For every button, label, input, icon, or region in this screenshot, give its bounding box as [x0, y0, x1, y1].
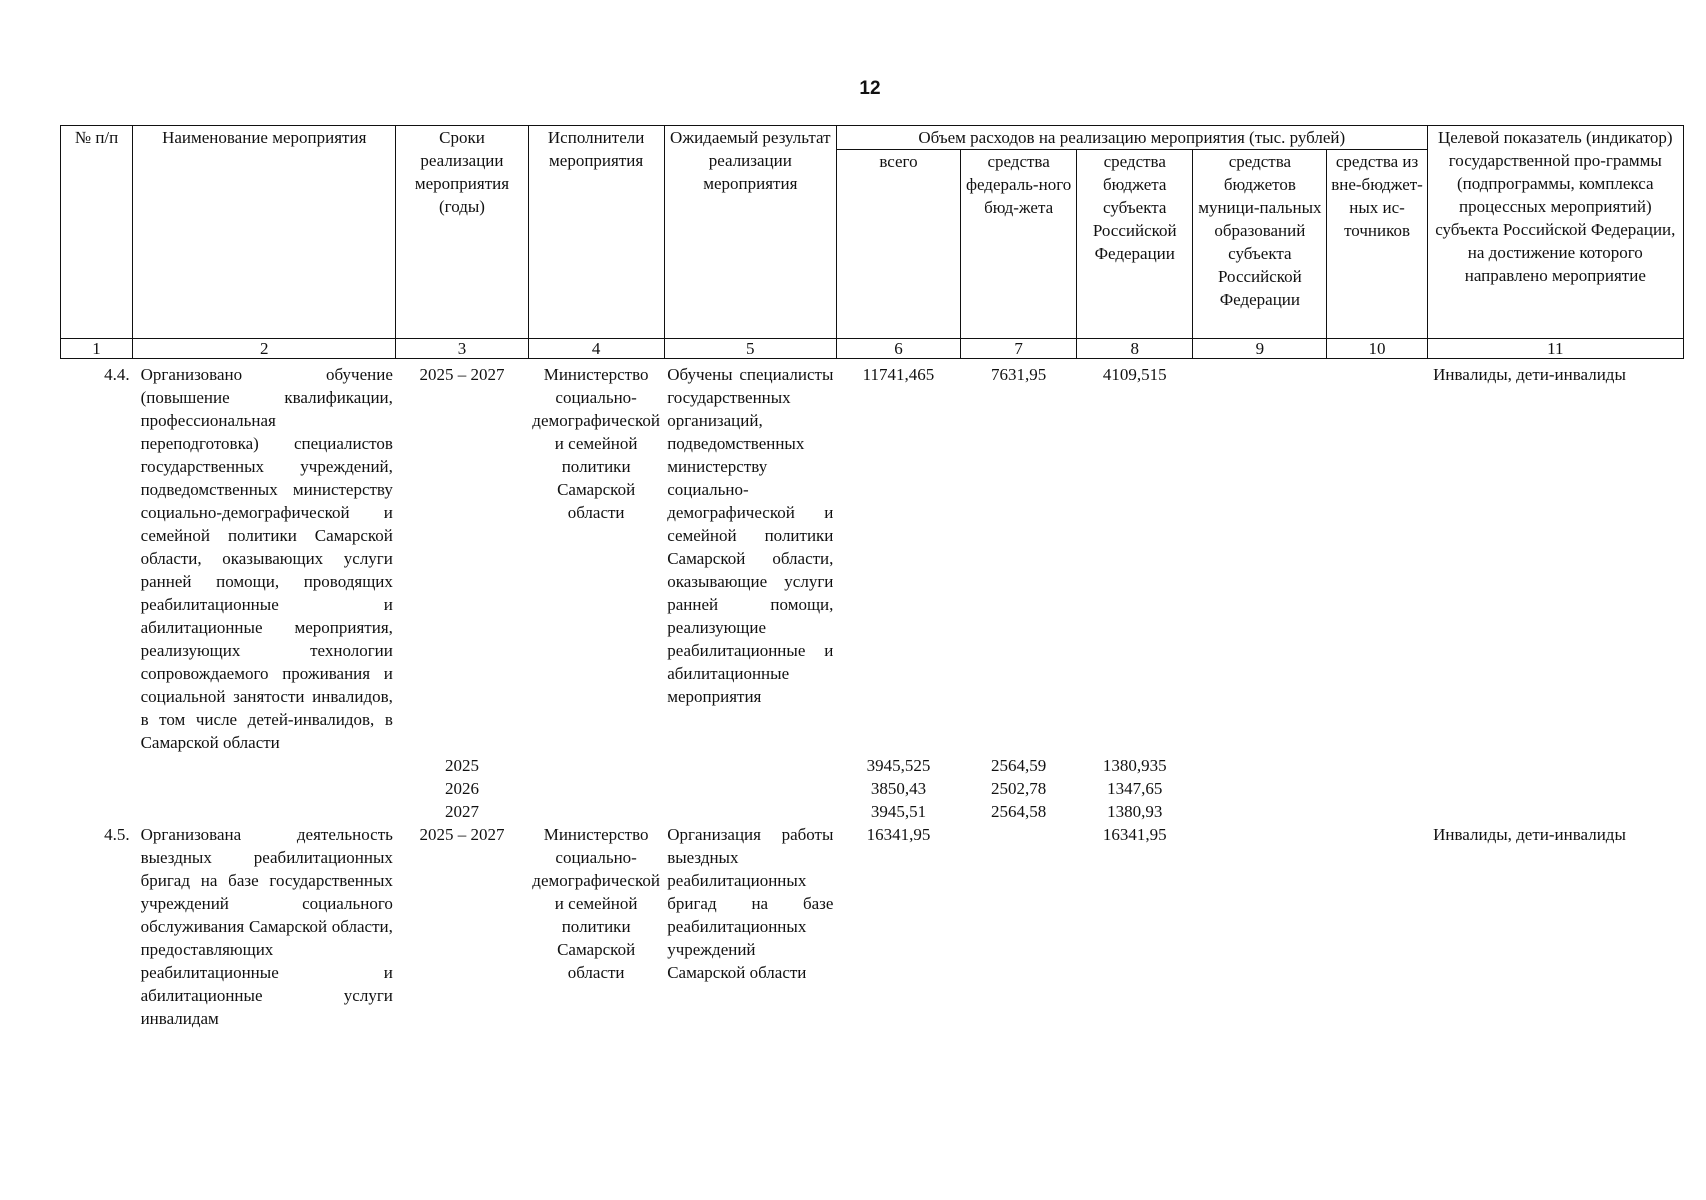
row-indicator: Инвалиды, дети-инвалиды [1433, 825, 1626, 844]
breakdown-value: 2564,58 [990, 802, 1047, 821]
header-num: № п/п [61, 126, 133, 339]
header-result: Ожидаемый результат реализации мероприятия [664, 126, 836, 339]
breakdown-regional [1077, 754, 1193, 823]
row-indicator: Инвалиды, дети-инвалиды [1433, 365, 1626, 384]
row-municipal [1193, 359, 1327, 755]
row-regional: 4109,515 [1102, 365, 1167, 384]
breakdown-value: 3850,43 [870, 779, 927, 798]
row-extra [1327, 359, 1427, 755]
row-terms: 2025 – 2027 [419, 825, 505, 844]
breakdown-value: 3945,525 [866, 756, 931, 775]
column-number: 1 [61, 339, 133, 359]
header-indicator: Целевой показатель (индикатор) государственной про-граммы (подпрограммы, комплекса процессных мероприятий) субъекта Российской Федерации, на достижение которого направлено мероприятие [1427, 126, 1683, 339]
breakdown-federal [961, 754, 1077, 823]
row-terms: 2025 – 2027 [419, 365, 505, 384]
header-volume-group: Объем расходов на реализацию мероприятия (тыс. рублей) [836, 126, 1427, 150]
header-name: Наименование мероприятия [133, 126, 396, 339]
row-num: 4.4. [104, 365, 130, 384]
row-name: Организовано обучение (повышение квалификации, профессиональная переподготовка) специалистов государственных учреждений, подведомственных министерству социально-демографической и семейной политики Самарской области, оказывающих услуги ранней помощи, проводящих реабилитационные и абилитационные мероприятия, реализующих технологии сопровождаемого проживания и социальной занятости инвалидов, в том числе детей-инвалидов, в Самарской области [140, 365, 393, 752]
row-result: Организация работы выездных реабилитационных бригад на базе реабилитационных учреждений Самарской области [667, 825, 834, 982]
row-result: Обучены специалисты государственных организаций, подведомственных министерству социально-демографической и семейной политики Самарской области, оказывающие услуги ранней помощи, реализующие реабилитационные и абилитационные мероприятия [667, 365, 834, 706]
table-row [61, 823, 1684, 1030]
header-federal: средства федераль-ного бюд-жета [961, 150, 1077, 339]
column-number: 2 [133, 339, 396, 359]
measures-table [60, 125, 1684, 1030]
breakdown-value: 1347,65 [1107, 779, 1163, 798]
row-extra [1327, 823, 1427, 1030]
column-number: 6 [836, 339, 960, 359]
column-number: 10 [1327, 339, 1427, 359]
table-row [61, 359, 1684, 755]
row-federal: 7631,95 [990, 365, 1047, 384]
breakdown-value: 1380,93 [1107, 802, 1163, 821]
breakdown-value: 3945,51 [870, 802, 927, 821]
breakdown-value: 2564,59 [990, 756, 1047, 775]
row-federal [961, 823, 1077, 1030]
table-header [61, 126, 1684, 359]
breakdown-value: 1380,935 [1102, 756, 1167, 775]
column-number: 8 [1077, 339, 1193, 359]
header-executors: Исполнители мероприятия [528, 126, 664, 339]
header-extra: средства из вне-бюджет-ных ис-точников [1327, 150, 1427, 339]
table-row-breakdown [61, 754, 1684, 823]
column-number: 5 [664, 339, 836, 359]
header-municipal: средства бюджетов муници-пальных образований субъекта Российской Федерации [1193, 150, 1327, 339]
header-regional: средства бюджета субъекта Российской Федерации [1077, 150, 1193, 339]
column-number: 7 [961, 339, 1077, 359]
breakdown-year: 2027 [444, 802, 479, 821]
row-total: 11741,465 [862, 365, 935, 384]
row-total: 16341,95 [866, 825, 931, 844]
breakdown-value: 2502,78 [990, 779, 1047, 798]
row-regional: 16341,95 [1102, 825, 1167, 844]
column-number: 3 [396, 339, 528, 359]
header-terms: Сроки реализации мероприятия (годы) [396, 126, 528, 339]
breakdown-year: 2026 [444, 779, 479, 798]
column-number: 4 [528, 339, 664, 359]
row-executors: Министерство социально-демографической и семейной политики Самарской области [532, 825, 660, 982]
breakdown-year: 2025 [444, 756, 479, 775]
column-number: 9 [1193, 339, 1327, 359]
page-number: 12 [859, 78, 881, 99]
row-num: 4.5. [104, 825, 130, 844]
row-municipal [1193, 823, 1327, 1030]
column-numbers-row [61, 339, 1684, 359]
row-executors: Министерство социально-демографической и семейной политики Самарской области [532, 365, 660, 522]
breakdown-years [396, 754, 528, 823]
header-total: всего [836, 150, 960, 339]
breakdown-total [836, 754, 960, 823]
row-name: Организована деятельность выездных реабилитационных бригад на базе государственных учреждений социального обслуживания Самарской области, предоставляющих реабилитационные и абилитационные услуги инвалидам [140, 825, 393, 1028]
column-number: 11 [1427, 339, 1683, 359]
